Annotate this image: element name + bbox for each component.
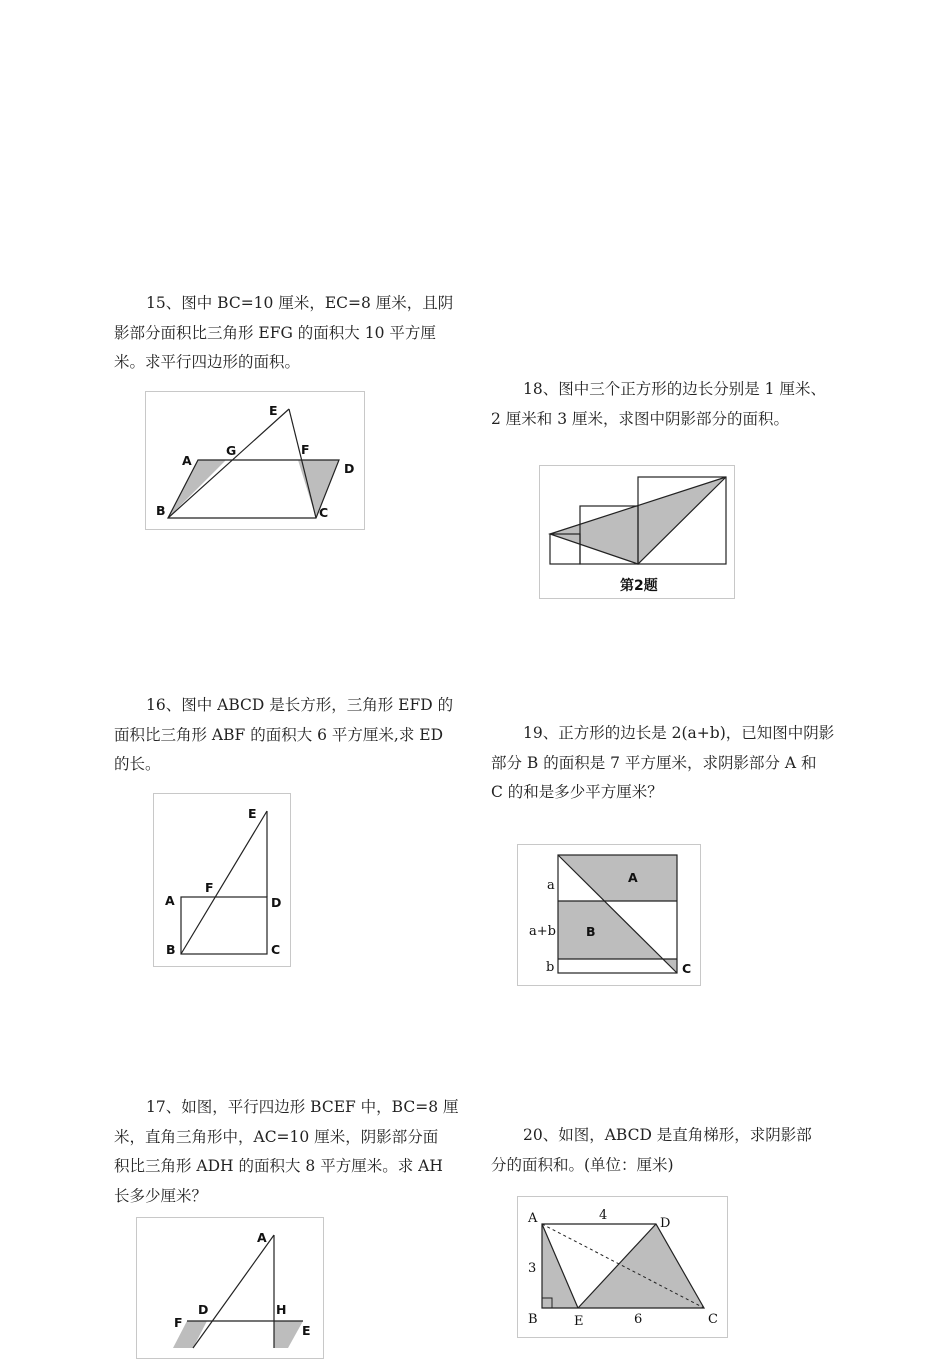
question-15-text	[114, 289, 464, 378]
q17-line2: 米，直角三角形中，AC=10 厘米，阴影部分面	[114, 1127, 439, 1146]
q16-label-B: B	[166, 942, 176, 957]
question-16-text	[114, 691, 464, 780]
q19-shade-B	[558, 901, 662, 959]
q16-line2: 面积比三角形 ABF 的面积大 6 平方厘米,求 ED	[114, 725, 444, 744]
q19-figure	[517, 844, 701, 986]
q17-figure	[136, 1217, 324, 1359]
q17-line-A-diag	[193, 1235, 274, 1348]
q18-line1: 18、图中三个正方形的边长分别是 1 厘米、	[523, 380, 826, 398]
q16-label-F: F	[205, 880, 214, 895]
q19-line3: C 的和是多少平方厘米？	[491, 783, 663, 801]
q20-shade-right	[578, 1224, 704, 1308]
q15-figure	[145, 391, 365, 530]
q19-label-A: A	[628, 870, 638, 885]
q19-shade-A	[558, 855, 677, 901]
q15-label-G: G	[226, 443, 237, 458]
q20-label-E: E	[574, 1314, 584, 1329]
q16-line3: 的长。	[114, 755, 161, 773]
q20-label-C: C	[708, 1312, 718, 1327]
q16-label-E: E	[248, 806, 257, 821]
q20-label-4: 4	[599, 1208, 608, 1223]
q17-line1: 17、如图，平行四边形 BCEF 中，BC=8 厘	[146, 1098, 459, 1116]
q15-line1: 15、图中 BC=10 厘米，EC=8 厘米，且阴	[146, 294, 454, 312]
q17-label-D: D	[198, 1302, 209, 1317]
q15-shade-left	[168, 460, 226, 518]
q17-label-A: A	[257, 1230, 267, 1245]
q19-label-b: b	[546, 960, 555, 975]
q17-label-E: E	[302, 1323, 311, 1338]
q18-caption: 第2题	[620, 578, 658, 594]
q16-figure	[153, 793, 291, 967]
q15-label-E: E	[269, 403, 278, 418]
q20-label-3: 3	[528, 1261, 537, 1276]
q15-label-D: D	[344, 461, 355, 476]
q20-line2: 分的面积和。(单位：厘米)	[491, 1155, 674, 1174]
q15-line3: 米。求平行四边形的面积。	[114, 353, 301, 371]
q16-label-C: C	[271, 942, 281, 957]
question-18-text	[491, 375, 851, 434]
q20-label-D: D	[660, 1216, 671, 1231]
q15-label-A: A	[182, 453, 192, 468]
q19-label-a: a	[547, 878, 555, 893]
q17-line4: 长多少厘米？	[114, 1186, 208, 1205]
q19-line1: 19、正方形的边长是 2(a+b)，已知图中阴影	[523, 724, 835, 742]
q20-label-B: B	[528, 1312, 538, 1327]
q15-line2: 影部分面积比三角形 EFG 的面积大 10 平方厘	[114, 323, 436, 342]
q16-label-D: D	[271, 895, 282, 910]
q15-label-B: B	[156, 503, 166, 518]
q18-figure	[539, 465, 735, 599]
q16-line1: 16、图中 ABCD 是长方形，三角形 EFD 的	[146, 696, 454, 714]
q16-line-BE	[181, 811, 267, 954]
q15-label-F: F	[301, 442, 310, 457]
q17-line3: 积比三角形 ADH 的面积大 8 平方厘米。求 AH	[114, 1157, 443, 1175]
question-19-text	[491, 719, 851, 808]
q19-line2: 部分 B 的面积是 7 平方厘米，求阴影部分 A 和	[491, 753, 817, 772]
question-20-text	[491, 1121, 851, 1180]
q18-line2: 2 厘米和 3 厘米，求图中阴影部分的面积。	[491, 409, 790, 428]
q16-label-A: A	[165, 893, 175, 908]
q20-label-6: 6	[634, 1312, 643, 1327]
q16-rectangle-ABCD	[181, 897, 267, 954]
q20-line1: 20、如图，ABCD 是直角梯形，求阴影部	[523, 1126, 812, 1144]
q20-figure	[517, 1196, 728, 1338]
question-17-text	[114, 1093, 464, 1211]
q15-label-C: C	[319, 505, 329, 520]
q19-label-B: B	[586, 924, 596, 939]
q20-label-A: A	[528, 1211, 538, 1226]
q17-label-F: F	[174, 1315, 183, 1330]
q17-label-H: H	[276, 1302, 287, 1317]
q19-label-C: C	[682, 961, 692, 976]
q19-label-apb: a+b	[529, 924, 556, 939]
